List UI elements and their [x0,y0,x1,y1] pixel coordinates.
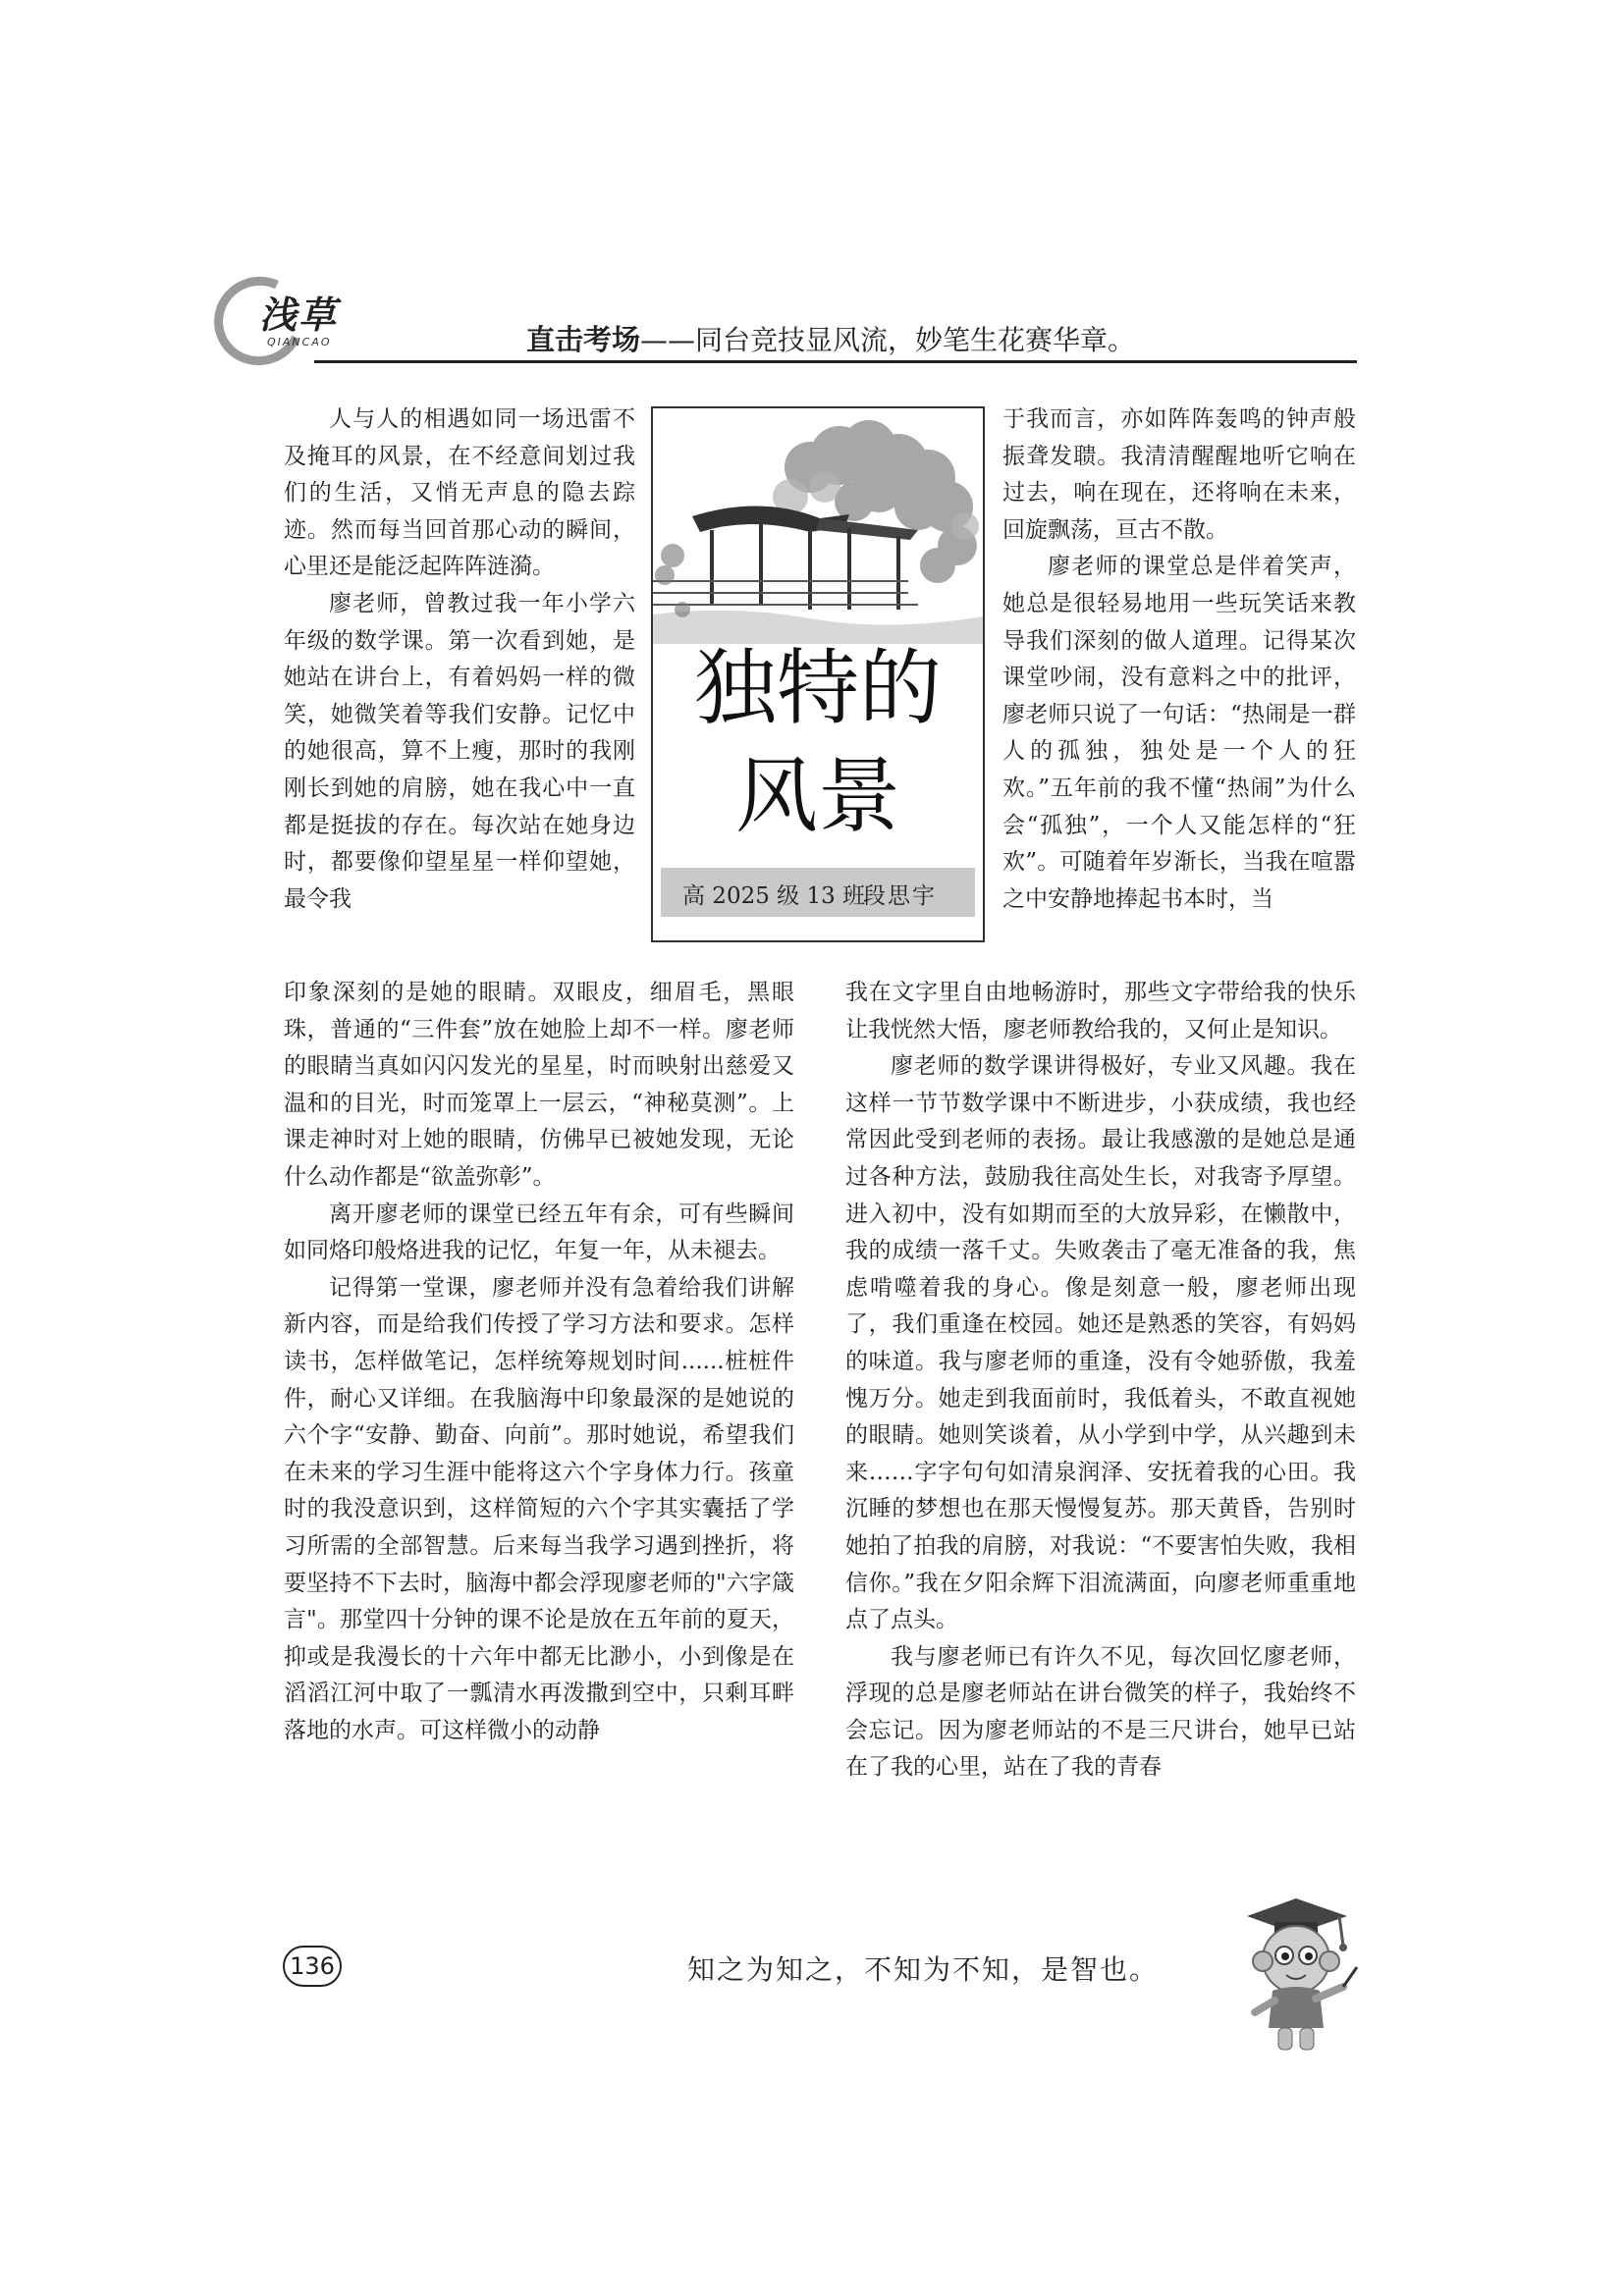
header-banner [526,318,1135,358]
title-line-2: 风景 [734,748,900,844]
magazine-logo [214,273,371,371]
article-column-left-top [284,401,635,918]
paragraph: 廖老师的数学课讲得极好，专业又风趣。我在这样一节节数学课中不断进步，小获成绩，我也经常因此受到老师的表扬。最让我感激的是她总是通过各种方法，鼓励我往高处生长，对我寄予厚望。进入初中，没有如期而至的大放异彩，在懒散中，我的成绩一落千丈。失败袭击了毫无准备的我，焦虑啃噬着我的身心。像是刻意一般，廖老师出现了，我们重逢在校园。她还是熟悉的笑容，有妈妈的味道。我与廖老师的重逢，没有令她骄傲，我羞愧万分。她走到我面前时，我低着头，不敢直视她的眼睛。她则笑谈着，从小学到中学，从兴趣到未来……字字句句如清泉润泽、安抚着我的心田。我沉睡的梦想也在那天慢慢复苏。那天黄昏，告别时她拍了拍我的肩膀，对我说：“不要害怕失败，我相信你。”我在夕阳余辉下泪流满面，向廖老师重重地点了点头。 [845,1053,1356,1633]
paragraph-continued: 我在文字里自由地畅游时，那些文字带给我的快乐让我恍然大悟，廖老师教给我的，又何止是知识。 [845,980,1356,1042]
article-column-left-bottom [284,975,794,1749]
byline-bar [661,868,975,917]
article-title [653,634,983,850]
title-line-1: 独特的 [693,640,942,736]
section-name: 直击考场 [526,323,641,356]
paragraph-continued: 印象深刻的是她的眼睛。双眼皮，细眉毛，黑眼珠，普通的“三件套”放在她脸上却不一样。廖老师的眼睛当真如闪闪发光的星星，时而映射出慈爱又温和的目光，时而笼罩上一层云，“神秘莫测”。上课走神时对上她的眼睛，仿佛早已被她发现，无论什么动作都是“欲盖弥彰”。 [284,980,794,1190]
author-class: 高 2025 级 13 班 [682,883,866,909]
page-number: 136 [283,1946,342,1987]
paragraph-continued: 于我而言，亦如阵阵轰鸣的钟声般振聋发聩。我清清醒醒地听它响在过去，响在现在，还将响在未来，回旋飘荡，亘古不散。 [1002,406,1356,543]
paragraph: 廖老师，曾教过我一年小学六年级的数学课。第一次看到她，是她站在讲台上，有着妈妈一样的微笑，她微笑着等我们安静。记忆中的她很高，算不上瘦，那时的我刚刚长到她的肩膀，她在我心中一直都是挺拔的存在。每次站在她身边时，都要像仰望星星一样仰望她，最令我 [284,590,635,912]
paragraph: 廖老师的课堂总是伴着笑声，她总是很轻易地用一些玩笑话来教导我们深刻的做人道理。记得某次课堂吵闹，没有意料之中的批评，廖老师只说了一句话：“热闹是一群人的孤独，独处是一个人的狂欢。”五年前的我不懂“热闹”为什么会“孤独”，一个人又能怎样的“狂欢”。可随着年岁渐长，当我在喧嚣之中安静地捧起书本时，当 [1002,554,1356,912]
section-tagline: ——同台竞技显风流，妙笔生花赛华章。 [640,324,1136,356]
paragraph: 人与人的相遇如同一场迅雷不及掩耳的风景，在不经意间划过我们的生活，又悄无声息的隐去踪迹。然而每当回首那心动的瞬间，心里还是能泛起阵阵涟漪。 [284,406,635,580]
logo-brand-en: QIANCAO [267,336,332,348]
graduate-mascot-icon [1218,1885,1365,2061]
article-column-right-bottom [845,975,1356,1787]
footer-quote: 知之为知之，不知为不知，是智也。 [687,1953,1160,1986]
article-column-right-top [1002,401,1356,918]
paragraph: 记得第一堂课，廖老师并没有急着给我们讲解新内容，而是给我们传授了学习方法和要求。怎样读书，怎样做笔记，怎样统筹规划时间......桩桩件件，耐心又详细。在我脑海中印象最深的是她说的六个字“安静、勤奋、向前”。那时她说，希望我们在未来的学习生涯中能将这六个字身体力行。孩童时的我没意识到，这样简短的六个字其实囊括了学习所需的全部智慧。后来每当我学习遇到挫折，将要坚持不下去时，脑海中都会浮现廖老师的"六字箴言"。那堂四十分钟的课不论是放在五年前的夏天，抑或是我漫长的十六年中都无比渺小，小到像是在滔滔江河中取了一瓢清水再泼撒到空中，只剩耳畔落地的水声。可这样微小的动静 [284,1274,794,1743]
paragraph: 离开廖老师的课堂已经五年有余，可有些瞬间如同烙印般烙进我的记忆，年复一年，从未褪去。 [284,1201,794,1264]
author-name: 段思宇 [863,883,937,909]
pavilion-illustration [653,408,983,644]
paragraph: 我与廖老师已有许久不见，每次回忆廖老师，浮现的总是廖老师站在讲台微笑的样子，我始终不会忘记。因为廖老师站的不是三尺讲台，她早已站在了我的心里，站在了我的青春 [845,1643,1356,1781]
header-rule [314,360,1357,363]
logo-brand-text: 浅草 [259,294,339,337]
title-box [651,406,985,942]
